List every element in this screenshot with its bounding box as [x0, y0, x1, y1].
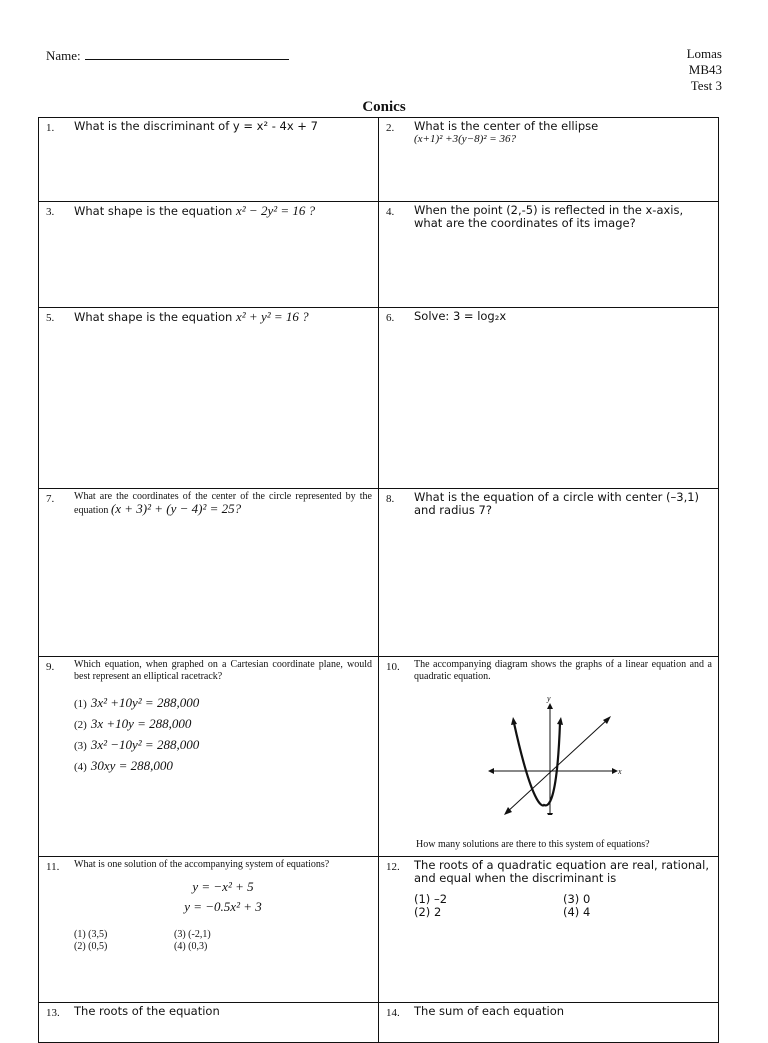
question-10-cell[interactable]: [379, 657, 719, 857]
question-8-cell[interactable]: [379, 489, 719, 657]
question-5-body: [74, 310, 372, 324]
y-axis-arrow-down: [547, 813, 553, 815]
page-title: Conics: [362, 99, 406, 115]
name-field[interactable]: [46, 47, 289, 64]
question-12-text: The roots of a quadratic equation are real, rational, and equal when the discriminant is: [414, 858, 710, 885]
question-3-cell[interactable]: [39, 202, 379, 308]
system-graph-diagram: [484, 695, 624, 815]
question-number: 4.: [386, 206, 395, 218]
question-13-text: The roots of the equation: [74, 1004, 220, 1018]
question-9-body: [74, 659, 372, 777]
question-number: 6.: [386, 312, 395, 324]
question-5-cell[interactable]: [39, 308, 379, 489]
parabola-arrow-right: [557, 717, 563, 725]
question-11-text: What is one solution of the accompanying system of equations?: [74, 859, 330, 870]
question-7-text: What are the coordinates of the center of the circle represented by the equation: [74, 491, 372, 516]
choice-3[interactable]: (3) (-2,1): [174, 929, 211, 940]
choice-2[interactable]: (2) 3x +10y = 288,000: [74, 716, 192, 731]
question-number: 3.: [46, 206, 55, 218]
choice-4[interactable]: (4) (0,3): [174, 941, 208, 952]
question-11-choices: [74, 929, 274, 953]
y-axis-arrow-up: [547, 703, 553, 709]
question-number: 10.: [386, 661, 400, 673]
question-number: 11.: [46, 861, 60, 873]
question-number: 14.: [386, 1007, 400, 1019]
question-4-cell[interactable]: [379, 202, 719, 308]
question-grid: [38, 117, 719, 1043]
choice-2[interactable]: (2) 2: [414, 905, 442, 919]
x-axis-label: x: [618, 767, 622, 776]
y-axis-label: y: [547, 695, 551, 703]
question-10-prompt: How many solutions are there to this system of equations?: [416, 839, 650, 850]
parabola-arrow-left: [511, 717, 517, 725]
question-number: 8.: [386, 493, 395, 505]
choice-3[interactable]: (3) 3x² −10y² = 288,000: [74, 737, 200, 752]
choice-4[interactable]: (4) 4: [563, 905, 591, 919]
question-11-body: [74, 859, 372, 953]
choice-1[interactable]: (1) (3,5): [74, 929, 108, 940]
teacher-name: Lomas: [686, 46, 722, 61]
system-equation-1: y = −x² + 5: [192, 879, 254, 894]
x-axis-arrow-left: [488, 768, 494, 774]
question-6-text: Solve: 3 = log₂x: [414, 309, 507, 323]
question-number: 9.: [46, 661, 55, 673]
parabola-graph: [514, 723, 560, 805]
question-12-choices: [414, 893, 712, 919]
question-2-text: What is the center of the ellipse: [414, 119, 599, 133]
question-9-cell[interactable]: [39, 657, 379, 857]
name-line[interactable]: [85, 47, 289, 60]
question-number: 7.: [46, 493, 55, 505]
question-9-text: Which equation, when graphed on a Cartesian coordinate plane, would best represent an elliptical racetrack?: [74, 659, 372, 682]
question-3-equation: x² − 2y² = 16 ?: [236, 203, 316, 218]
question-8-text: What is the equation of a circle with center (–3,1) and radius 7?: [414, 490, 700, 517]
question-3-body: [74, 204, 372, 218]
name-label: Name:: [46, 48, 81, 63]
question-10-text: The accompanying diagram shows the graphs of a linear equation and a quadratic equation.: [414, 659, 712, 682]
test-number: Test 3: [690, 78, 722, 93]
question-14-cell[interactable]: [379, 1003, 719, 1043]
question-number: 12.: [386, 861, 400, 873]
question-13-cell[interactable]: [39, 1003, 379, 1043]
choice-4[interactable]: (4) 30xy = 288,000: [74, 758, 173, 773]
question-5-text: What shape is the equation: [74, 310, 233, 324]
question-2-body: [414, 120, 712, 146]
choice-1[interactable]: (1) –2: [414, 892, 448, 906]
question-7-cell[interactable]: [39, 489, 379, 657]
course-code: MB43: [688, 62, 722, 77]
question-number: 5.: [46, 312, 55, 324]
question-11-cell[interactable]: [39, 857, 379, 1003]
question-number: 13.: [46, 1007, 60, 1019]
question-2-equation: (x+1)² +3(y−8)² = 36?: [414, 133, 516, 145]
choice-2[interactable]: (2) (0,5): [74, 941, 108, 952]
question-7-body: [74, 491, 372, 517]
system-equation-2: y = −0.5x² + 3: [184, 899, 262, 914]
question-7-equation: (x + 3)² + (y − 4)² = 25?: [110, 501, 242, 516]
question-3-text: What shape is the equation: [74, 204, 233, 218]
choice-3[interactable]: (3) 0: [563, 892, 591, 906]
choice-1[interactable]: (1) 3x² +10y² = 288,000: [74, 695, 200, 710]
question-14-text: The sum of each equation: [414, 1004, 565, 1018]
question-1-cell[interactable]: [39, 118, 379, 202]
question-9-choices: [74, 693, 372, 777]
question-5-equation: x² + y² = 16 ?: [236, 309, 309, 324]
question-12-body: [414, 859, 712, 919]
question-number: 1.: [46, 122, 55, 134]
question-4-text: When the point (2,-5) is reflected in the x-axis, what are the coordinates of its image?: [414, 203, 684, 230]
question-12-cell[interactable]: [379, 857, 719, 1003]
question-1-text: What is the discriminant of y = x² - 4x + 7: [74, 119, 318, 133]
question-2-cell[interactable]: [379, 118, 719, 202]
question-6-cell[interactable]: [379, 308, 719, 489]
question-number: 2.: [386, 122, 395, 134]
header-info: [687, 46, 722, 94]
